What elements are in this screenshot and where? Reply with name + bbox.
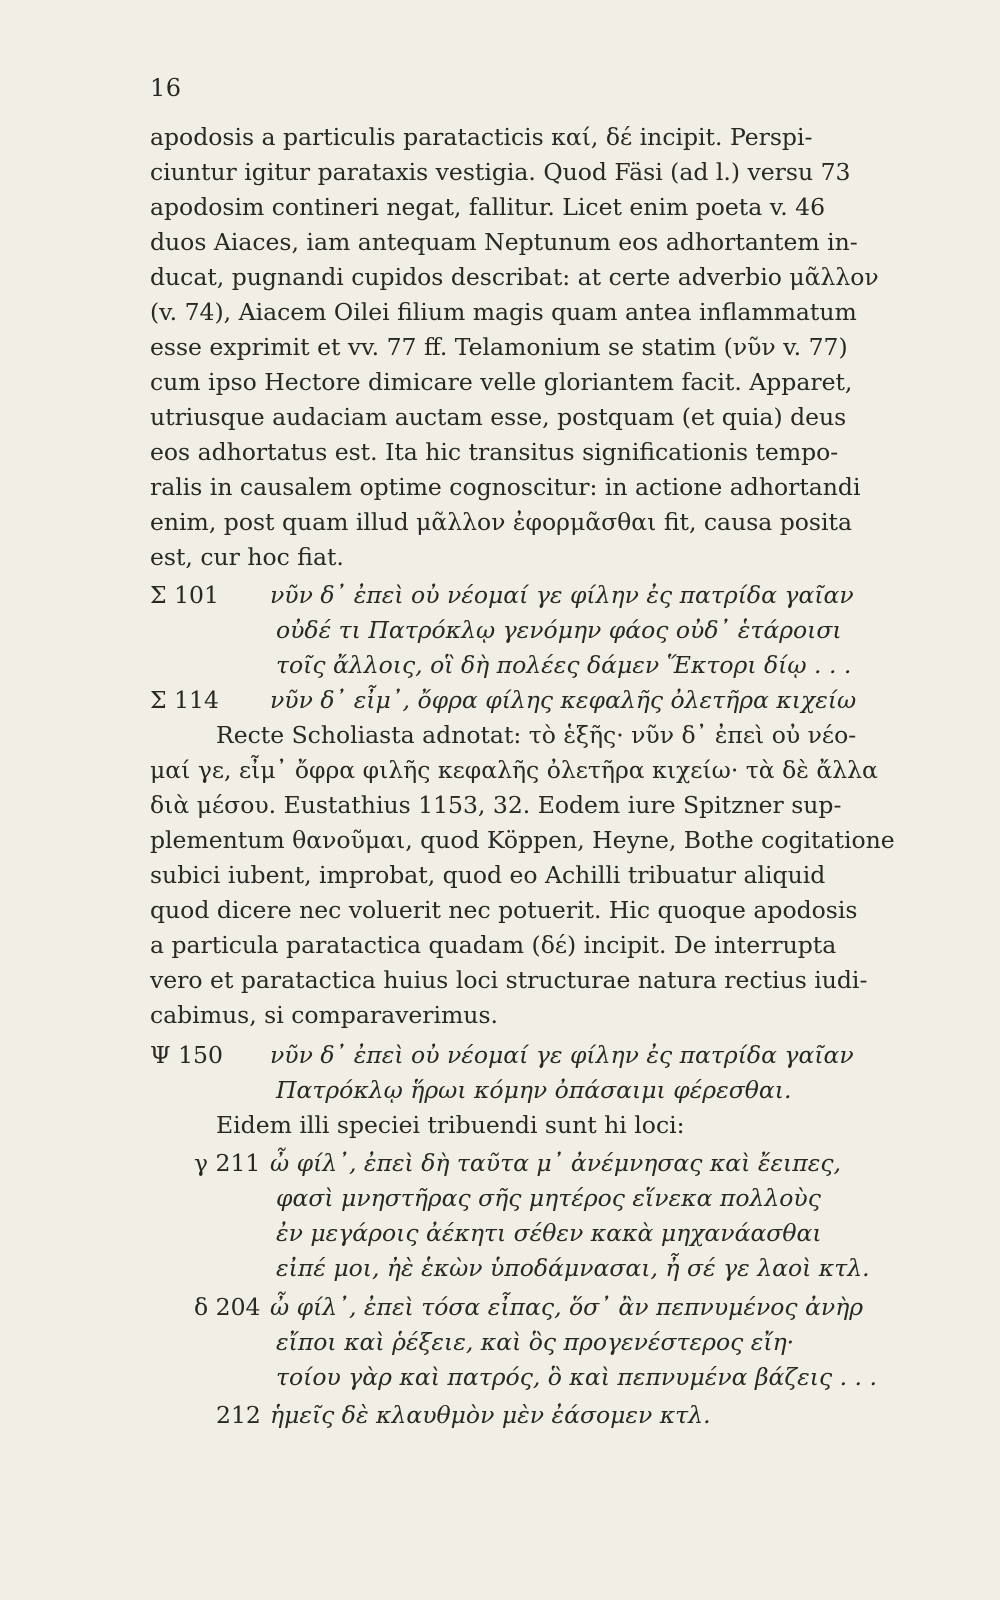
text-line: utriusque audaciam auctam esse, postquam (et quia) deus: [150, 403, 847, 431]
quote-label: Σ 114: [150, 686, 219, 714]
text-line: vero et paratactica huius loci structurae natura rectius iudi-: [150, 966, 868, 994]
quote-sigma-101: [150, 578, 920, 683]
text-line: eos adhortatus est. Ita hic transitus significationis tempo-: [150, 438, 839, 466]
quote-line: [150, 683, 920, 718]
quote-text: ἡμεῖς δὲ κλαυθμὸν μὲν ἐάσομεν κτλ.: [270, 1401, 711, 1429]
quote-gamma-211: [150, 1146, 920, 1286]
text-line: Recte Scholiasta adnotat: τὸ ἑξῆς· νῦν δ᾽ ἐπεὶ οὐ νέο-: [216, 721, 857, 749]
quote-line: τοίου γὰρ καὶ πατρός, ὃ καὶ πεπνυμένα βάζεις . . .: [276, 1363, 877, 1391]
quote-text: νῦν δ᾽ ἐπεὶ οὐ νέομαί γε φίλην ἐς πατρίδα γαῖαν: [270, 581, 854, 609]
text-line: est, cur hoc fiat.: [150, 543, 344, 571]
text-line: esse exprimit et vv. 77 ff. Telamonium se statim (νῦν v. 77): [150, 333, 848, 361]
quote-text: νῦν δ᾽ ἐπεὶ οὐ νέομαί γε φίλην ἐς πατρίδα γαῖαν: [270, 1041, 854, 1069]
quote-label: Σ 101: [150, 581, 219, 609]
text-line: cum ipso Hectore dimicare velle gloriantem facit. Apparet,: [150, 368, 853, 396]
quote-line: [150, 1290, 920, 1325]
text-line: apodosim contineri negat, fallitur. Licet enim poeta v. 46: [150, 193, 826, 221]
text-line: ducat, pugnandi cupidos describat: at certe adverbio μᾶλλον: [150, 263, 879, 291]
text-line: ralis in causalem optime cognoscitur: in actione adhortandi: [150, 473, 861, 501]
quote-text: ὦ φίλ᾽, ἐπεὶ τόσα εἶπας, ὅσ᾽ ἂν πεπνυμένος ἀνὴρ: [270, 1293, 864, 1321]
quote-label: δ 204: [194, 1293, 261, 1321]
quote-line: οὐδέ τι Πατρόκλῳ γενόμην φάος οὐδ᾽ ἑτάροισι: [276, 616, 842, 644]
quote-text: νῦν δ᾽ εἶμ᾽, ὄφρα φίλης κεφαλῆς ὀλετῆρα κιχείω: [270, 686, 857, 714]
text-line: (v. 74), Aiacem Oilei filium magis quam antea inflammatum: [150, 298, 857, 326]
text-line: a particula paratactica quadam (δέ) incipit. De interrupta: [150, 931, 837, 959]
quote-line: τοῖς ἄλλοις, οἳ δὴ πολέες δάμεν Ἕκτορι δίῳ . . .: [276, 651, 852, 679]
quote-sigma-114: [150, 683, 920, 718]
text-line: apodosis a particulis paratacticis καί, δέ incipit. Perspi-: [150, 123, 813, 151]
quote-line: Πατρόκλῳ ἥρωι κόμην ὀπάσαιμι φέρεσθαι.: [276, 1076, 792, 1104]
text-line: plementum θανοῦμαι, quod Köppen, Heyne, Bothe cogitatione: [150, 826, 895, 854]
paragraph-2: [150, 718, 910, 1033]
quote-212: [150, 1398, 920, 1433]
quote-label: γ 211: [194, 1149, 261, 1177]
quote-delta-204: [150, 1290, 920, 1395]
quote-label: Ψ 150: [150, 1041, 223, 1069]
text-line: cabimus, si comparaverimus.: [150, 1001, 498, 1029]
text-line: ciuntur igitur parataxis vestigia. Quod Fäsi (ad l.) versu 73: [150, 158, 851, 186]
text-line: subici iubent, improbat, quod eo Achilli tribuatur aliquid: [150, 861, 826, 889]
text-line: enim, post quam illud μᾶλλον ἐφορμᾶσθαι fit, causa posita: [150, 508, 852, 536]
quote-line: φασὶ μνηστῆρας σῆς μητέρος εἵνεκα πολλοὺς: [276, 1184, 821, 1212]
paragraph-1: [150, 120, 910, 575]
page-number: 16: [150, 74, 182, 102]
quote-line: ἐν μεγάροις ἀέκητι σέθεν κακὰ μηχανάασθαι: [276, 1219, 822, 1247]
text-line: Eidem illi speciei tribuendi sunt hi loci:: [216, 1111, 685, 1139]
paragraph-3: [150, 1108, 910, 1143]
quote-line: [150, 578, 920, 613]
text-line: μαί γε, εἶμ᾽ ὄφρα φιλῆς κεφαλῆς ὀλετῆρα κιχείω· τὰ δὲ ἄλλα: [150, 756, 878, 784]
quote-line: [150, 1146, 920, 1181]
quote-line: [150, 1038, 920, 1073]
text-line: quod dicere nec voluerit nec potuerit. Hic quoque apodosis: [150, 896, 858, 924]
text-line: duos Aiaces, iam antequam Neptunum eos adhortantem in-: [150, 228, 858, 256]
quote-line: [150, 1398, 920, 1433]
quote-line: εἰπέ μοι, ἠὲ ἑκὼν ὑποδάμνασαι, ἦ σέ γε λαοὶ κτλ.: [276, 1254, 870, 1282]
text-line: διὰ μέσου. Eustathius 1153, 32. Eodem iure Spitzner sup-: [150, 791, 842, 819]
quote-line: εἴποι καὶ ῥέξειε, καὶ ὃς προγενέστερος εἴη·: [276, 1328, 795, 1356]
quote-text: ὦ φίλ᾽, ἐπεὶ δὴ ταῦτα μ᾽ ἀνέμνησας καὶ ἔειπες,: [270, 1149, 841, 1177]
quote-label: 212: [216, 1401, 261, 1429]
quote-psi-150: [150, 1038, 920, 1108]
